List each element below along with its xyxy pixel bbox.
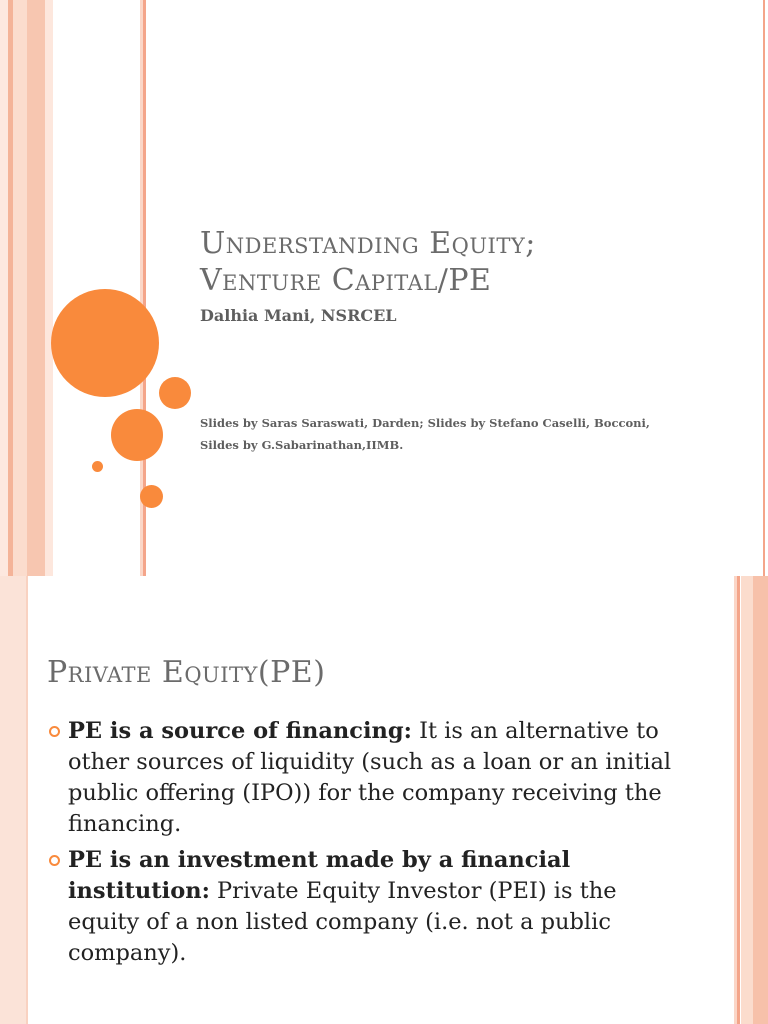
decorative-circle-large (51, 289, 159, 397)
decorative-circle-medium (111, 409, 163, 461)
credits-line-2: Sildes by G.Sabarinathan,IIMB. (200, 438, 404, 452)
bullet-circle-icon (49, 726, 60, 737)
title-line-2: Venture Capital/PE (200, 263, 492, 298)
slide-title: Private Equity(PE) (47, 655, 326, 690)
decorative-stripe (26, 576, 28, 1024)
decorative-stripe (45, 0, 53, 576)
list-item (47, 716, 687, 840)
decorative-stripe (741, 576, 753, 1024)
bullet-text: Private Equity Investor (PEI) is the equity of a non listed company (i.e. not a public company). (68, 878, 617, 966)
title-line-1: Understanding Equity; (200, 226, 536, 261)
slide-title (200, 225, 740, 299)
decorative-stripe (0, 576, 26, 1024)
decorative-stripe (27, 0, 45, 576)
slide-subtitle: Dalhia Mani, NSRCEL (200, 306, 397, 325)
slide-2 (0, 576, 768, 1024)
bullet-list (47, 716, 687, 974)
decorative-circle-small (159, 377, 191, 409)
bullet-circle-icon (49, 855, 60, 866)
decorative-stripe (753, 576, 768, 1024)
credits-line-1: Slides by Saras Saraswati, Darden; Slides by Stefano Caselli, Bocconi, (200, 416, 650, 430)
decorative-stripe (0, 0, 8, 576)
bullet-text: It is an alternative to other sources of liquidity (such as a loan or an initial public offering (IPO)) for the company receiving the financing. (68, 718, 672, 837)
slide-credits (200, 412, 720, 456)
bullet-heading: PE is a source of financing: (68, 718, 412, 744)
decorative-stripe (763, 0, 765, 576)
decorative-stripe (737, 576, 740, 1024)
decorative-circle-small (140, 485, 163, 508)
decorative-circle-tiny (92, 461, 103, 472)
decorative-stripe (13, 0, 27, 576)
list-item (47, 845, 687, 969)
bullet-heading: PE is an investment made by a financial institution: (68, 847, 571, 904)
